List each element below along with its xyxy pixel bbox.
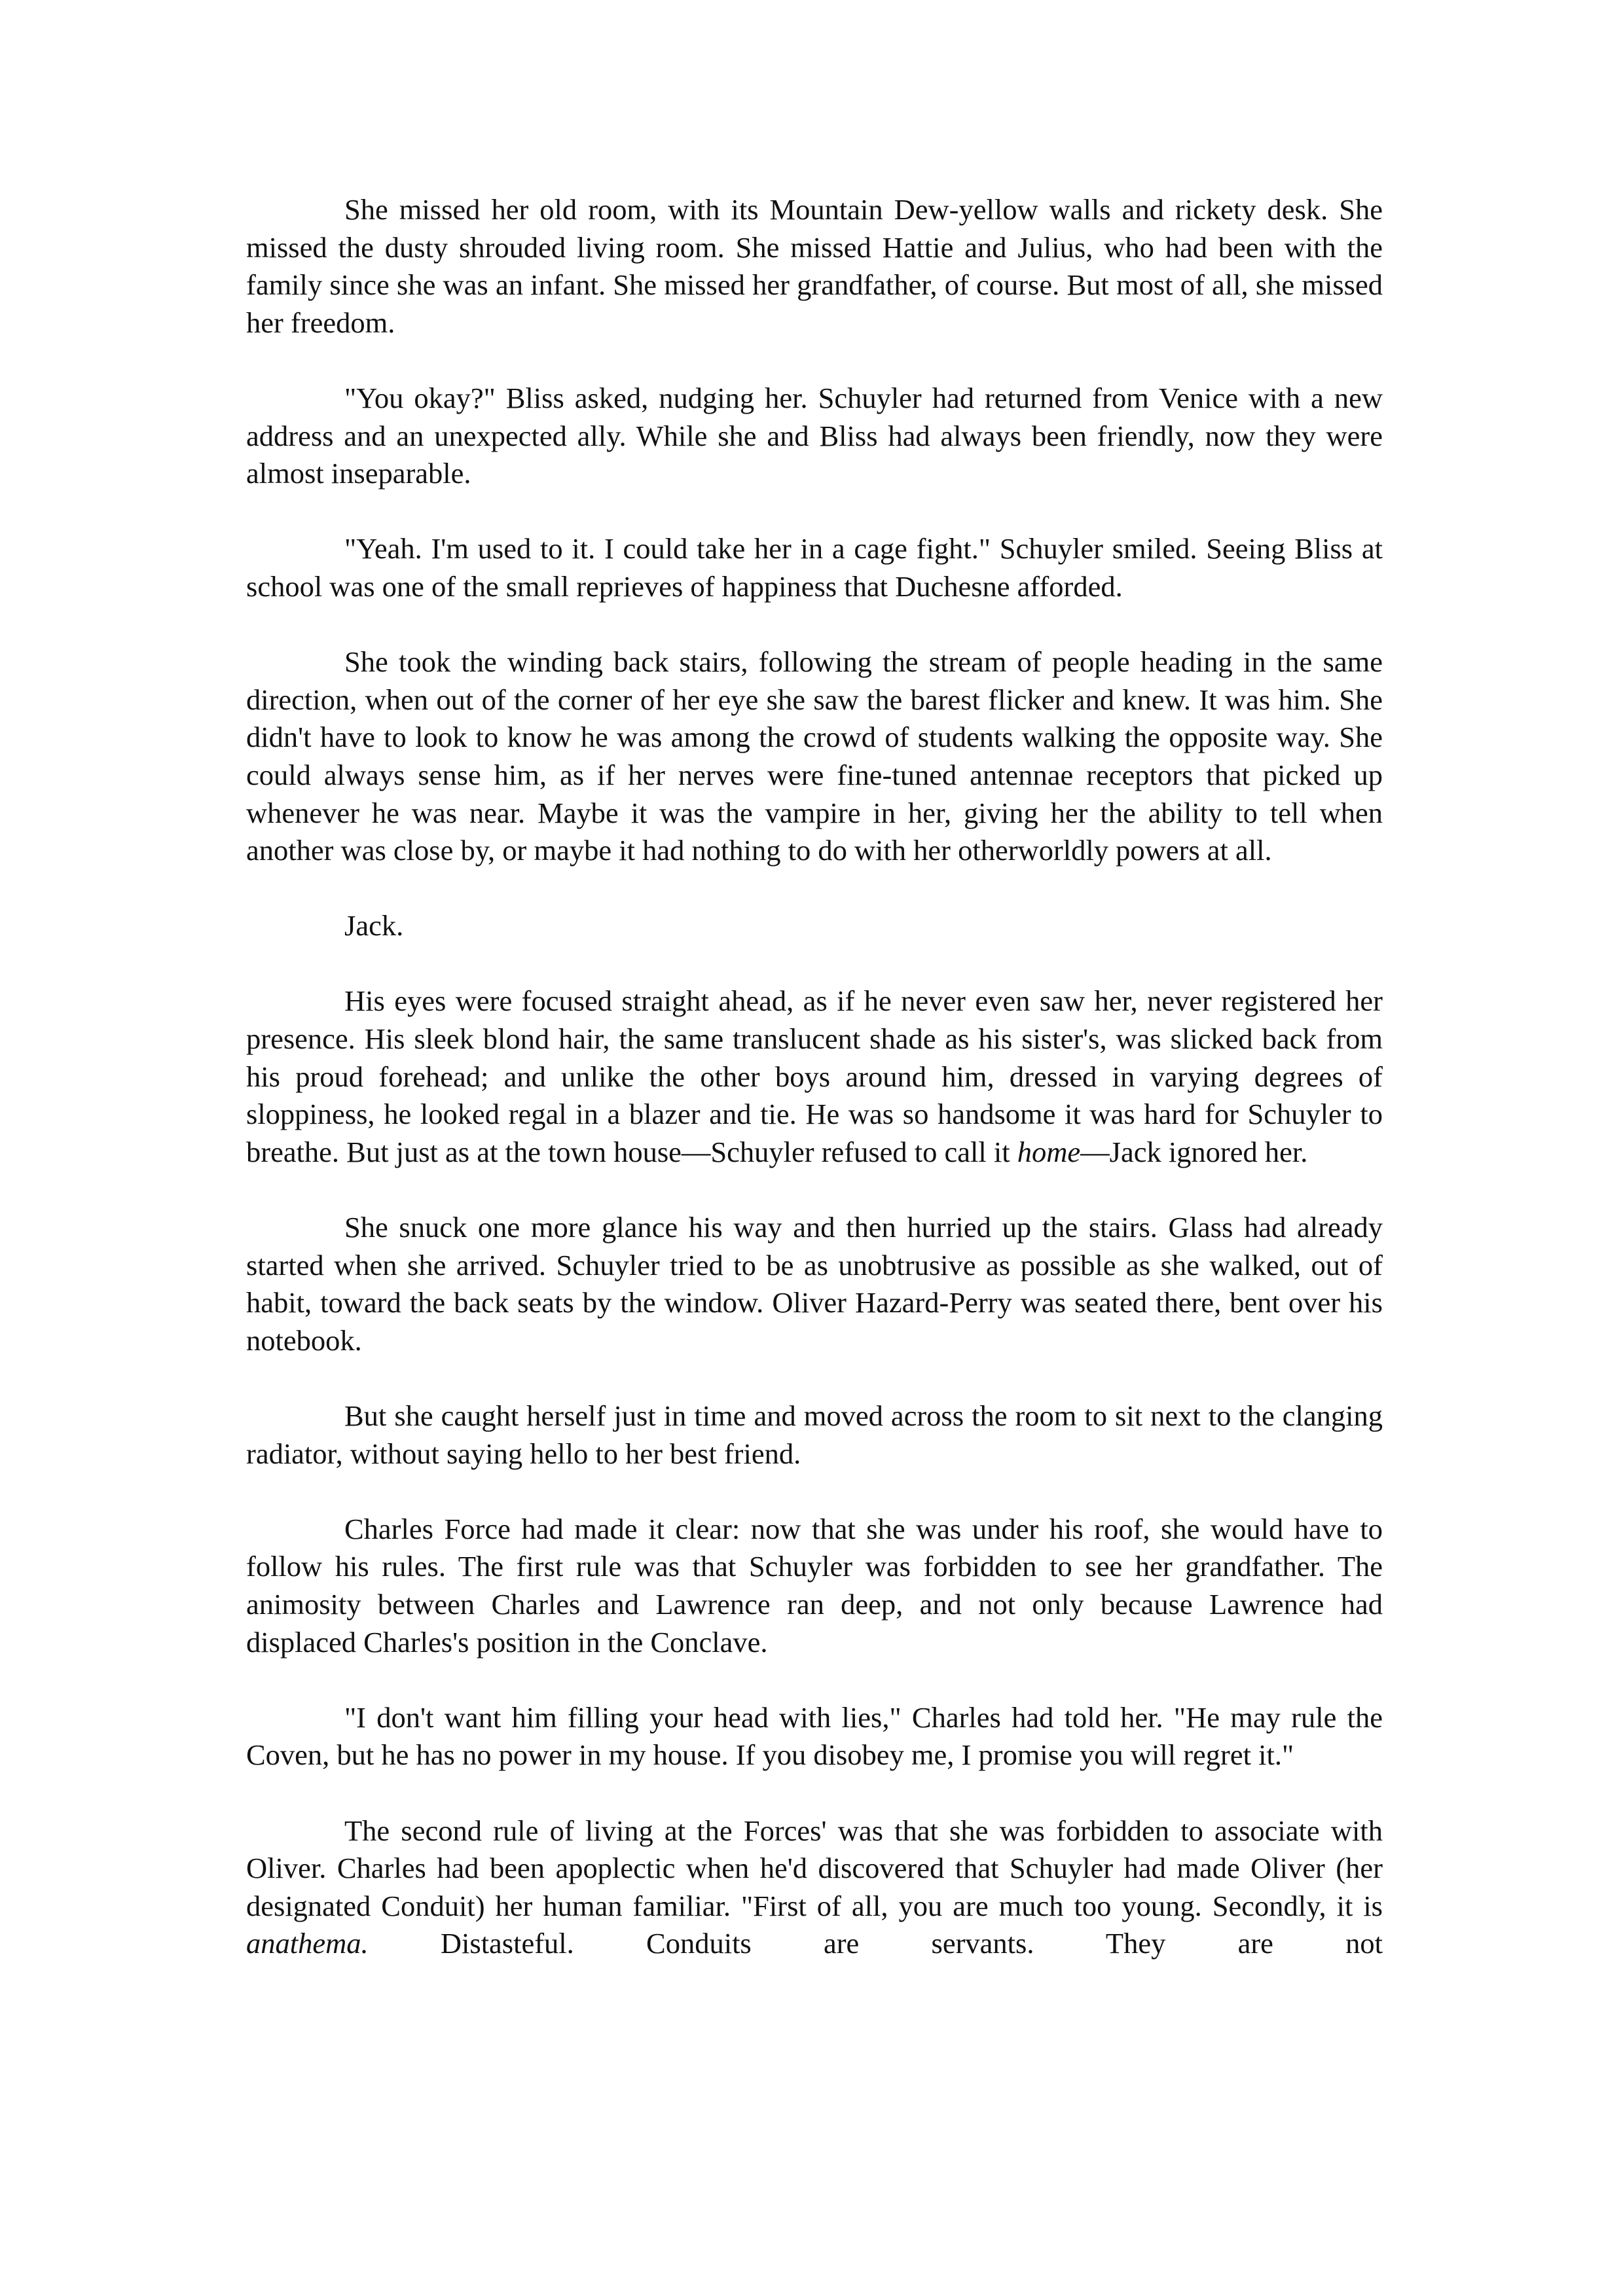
paragraph xyxy=(246,1397,1383,1473)
paragraph xyxy=(246,1812,1383,1963)
paragraph-text: She missed her old room, with its Mountain Dew-yellow walls and rickety desk. She missed the dusty shrouded living room. She missed Hattie and Julius, who had been with the family since she was an infant. She missed her grandfather, of course. But most of all, she missed her freedom. xyxy=(246,193,1383,339)
italic-text: anathema. xyxy=(246,1927,369,1960)
paragraph-text: "Yeah. I'm used to it. I could take her in a cage fight." Schuyler smiled. Seeing Bliss at school was one of the small reprieves of happiness that Duchesne afforded. xyxy=(246,532,1383,603)
paragraph-text: Charles Force had made it clear: now that she was under his roof, she would have to follow his rules. The first rule was that Schuyler was forbidden to see her grandfather. The animosity between Charles and Lawrence ran deep, and not only because Lawrence had displaced Charles's position in the Conclave. xyxy=(246,1512,1383,1659)
paragraph xyxy=(246,982,1383,1171)
paragraph xyxy=(246,380,1383,493)
paragraph-text: "I don't want him filling your head with lies," Charles had told her. "He may rule the Coven, but he has no power in my house. If you disobey me, I promise you will regret it." xyxy=(246,1700,1383,1772)
paragraph-text: His eyes were focused straight ahead, as if he never even saw her, never registered her presence. His sleek blond hair, the same translucent shade as his sister's, was slicked back from his proud forehead; and unlike the other boys around him, dressed in varying degrees of sloppiness, he looked regal in a blazer and tie. He was so handsome it was hard for Schuyler to breathe. But just as at the town house—Schuyler refused to call it xyxy=(246,984,1383,1168)
paragraph-text: But she caught herself just in time and moved across the room to sit next to the clanging radiator, without saying hello to her best friend. xyxy=(246,1399,1383,1470)
paragraph xyxy=(246,1699,1383,1774)
italic-text: home xyxy=(1017,1135,1081,1168)
paragraph xyxy=(246,1209,1383,1359)
paragraph-text: She snuck one more glance his way and then hurried up the stairs. Glass had already started when she arrived. Schuyler tried to be as unobtrusive as possible as she walked, out of habit, toward the back seats by the window. Oliver Hazard-Perry was seated there, bent over his notebook. xyxy=(246,1211,1383,1357)
book-page xyxy=(246,191,1383,1963)
paragraph-text: Jack. xyxy=(344,909,404,942)
paragraph xyxy=(246,530,1383,605)
paragraph xyxy=(246,643,1383,870)
paragraph xyxy=(246,1511,1383,1661)
paragraph-text: Distasteful. Conduits are servants. They are not xyxy=(368,1927,1383,1960)
paragraph-text: The second rule of living at the Forces' was that she was forbidden to associate with Oliver. Charles had been apoplectic when he'd discovered that Schuyler had made Oliver (her designated Conduit) her human familiar. "First of all, you are much too young. Secondly, it is xyxy=(246,1814,1383,1922)
paragraph xyxy=(246,191,1383,342)
paragraph xyxy=(246,907,1383,945)
paragraph-text: "You okay?" Bliss asked, nudging her. Schuyler had returned from Venice with a new address and an unexpected ally. While she and Bliss had always been friendly, now they were almost inseparable. xyxy=(246,381,1383,490)
paragraph-text: —Jack ignored her. xyxy=(1080,1135,1308,1168)
paragraph-text: She took the winding back stairs, following the stream of people heading in the same direction, when out of the corner of her eye she saw the barest flicker and knew. It was him. She didn't have to look to know he was among the crowd of students walking the opposite way. She could always sense him, as if her nerves were fine-tuned antennae receptors that picked up whenever he was near. Maybe it was the vampire in her, giving her the ability to tell when another was close by, or maybe it had nothing to do with her otherworldly powers at all. xyxy=(246,645,1383,867)
